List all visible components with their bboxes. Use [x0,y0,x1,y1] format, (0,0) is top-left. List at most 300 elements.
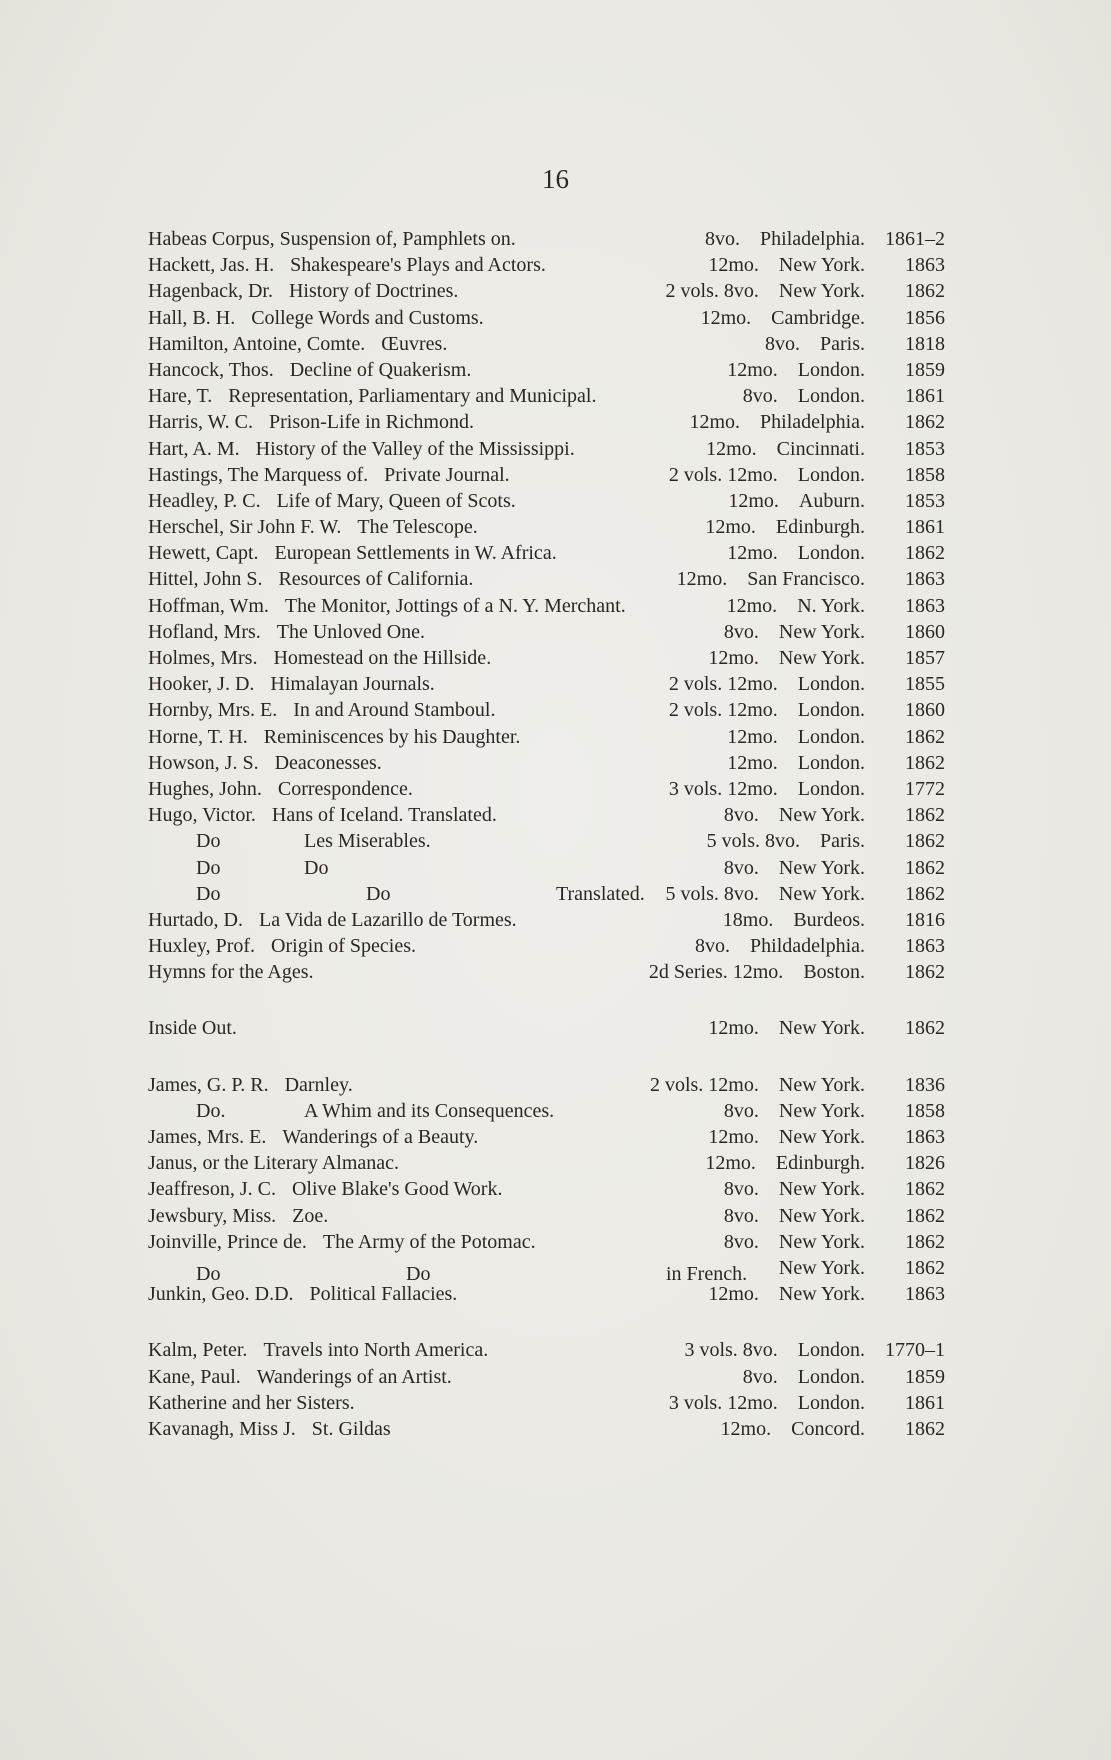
entry-title: European Settlements in W. Africa. [274,542,557,565]
entry-place: Boston. [803,961,865,984]
catalog-entry [148,804,945,830]
entry-place: New York. [778,280,865,303]
entry-year: 1862 [905,1204,945,1227]
entry-format: 2d Series. 12mo. [648,961,784,984]
entry-publication [724,804,945,827]
entry-author: James, G. P. R. [148,1073,269,1096]
entry-place: Phildadelphia. [750,935,865,958]
entry-year: 1863 [905,1283,945,1306]
entry-publication [650,1074,945,1097]
entry-description [148,411,689,434]
entry-author: Hackett, Jas. H. [148,254,275,277]
entry-publication [669,464,945,487]
entry-place: N. York. [797,594,865,617]
entry-title: In and Around Stamboul. [293,699,496,722]
entry-title: Himalayan Journals. [270,673,435,696]
catalog-entry [148,1231,945,1257]
entry-publication [765,333,945,356]
entry-description [148,542,727,565]
ditto-author: Do [196,882,221,905]
entry-format: 12mo. [705,1152,756,1175]
catalog-entry [148,1100,945,1126]
catalog-entry [148,411,945,437]
catalog-entry [148,254,945,280]
entry-description [148,1074,650,1097]
entry-format: 12mo. [708,254,759,277]
entry-place: Edinburgh. [775,516,865,539]
entry-publication [759,1257,945,1280]
entry-title: Resources of California. [278,568,474,591]
entry-author: Hornby, Mrs. E. [148,699,278,722]
catalog-entry [148,1418,945,1444]
entry-publication [727,595,945,618]
entry-format: 8vo. [723,804,759,827]
catalog-entry [148,1178,945,1204]
entry-title: Private Journal. [384,463,510,486]
entry-title: College Words and Customs. [251,306,484,329]
entry-format: 12mo. [708,1017,759,1040]
entry-publication [708,647,945,670]
entry-description [148,254,708,277]
entry-year: 1861–2 [885,228,945,250]
entry-format: 12mo. [726,594,778,617]
entry-publication [705,516,945,539]
ditto-author: Do [196,856,221,879]
entry-year: 1826 [905,1152,945,1175]
entry-place: London. [797,463,865,486]
entry-year: 1861 [905,1391,945,1414]
entry-year: 1862 [905,1230,945,1253]
entry-description [148,333,765,356]
entry-author: Herschel, Sir John F. W. [148,516,342,539]
entry-title: St. Gildas [311,1417,391,1440]
entry-author: Hare, T. [148,385,213,408]
entry-place: London. [797,358,865,381]
entry-format: 8vo. [723,1099,759,1122]
entry-publication [695,935,945,958]
entry-place: London. [797,542,865,565]
entry-title: The Monitor, Jottings of a N. Y. Merchant. [284,594,626,617]
entry-publication [677,568,945,591]
entry-year: 1863 [905,568,945,591]
entry-title: Darnley. [284,1073,353,1096]
entry-place: London. [797,1391,865,1414]
ditto-title: Do [304,856,329,879]
entry-publication [727,752,945,775]
entry-year: 1862 [905,542,945,565]
entry-title: Wanderings of an Artist. [256,1365,452,1388]
entry-author: Hymns for the Ages. [148,961,314,984]
entry-description [148,1178,724,1201]
entry-publication [727,359,945,382]
entry-format: 5 vols. 8vo. [706,830,800,853]
entry-format: 12mo. [676,568,728,591]
entry-format: 12mo. [720,1417,772,1440]
entry-publication [669,778,945,801]
catalog-list [148,228,945,1444]
entry-author: Hall, B. H. [148,306,236,329]
entry-place: Concord. [791,1417,865,1440]
entry-format: 2 vols. 12mo. [649,1073,759,1096]
catalog-entry [148,1074,945,1100]
catalog-entry [148,280,945,306]
entry-description [148,1100,724,1123]
entry-description [148,1017,708,1040]
entry-year: 1853 [905,489,945,512]
entry-place: New York. [778,1073,865,1096]
entry-year: 1858 [905,463,945,486]
entry-place: London. [797,385,865,408]
entry-publication [724,1100,945,1123]
entry-author: Hooker, J. D. [148,673,255,696]
entry-year: 1862 [905,411,945,434]
entry-author: Jewsbury, Miss. [148,1204,277,1227]
entry-year: 1860 [905,699,945,722]
entry-publication [724,621,945,644]
entry-place: New York. [778,1017,865,1040]
entry-title: Political Fallacies. [309,1283,458,1306]
ditto-title: Les Miserables. [304,830,431,853]
catalog-entry [148,726,945,752]
entry-publication [666,883,945,906]
entry-place: Paris. [820,332,865,355]
entry-year: 1862 [905,1178,945,1201]
entry-description [148,1231,724,1254]
entry-place: Cambridge. [771,306,865,329]
entry-description [148,1392,669,1415]
catalog-entry [148,621,945,647]
entry-title: The Telescope. [357,516,478,539]
entry-title: Zoe. [292,1204,329,1227]
entry-title: History of the Valley of the Mississippi. [255,437,575,460]
entry-year: 1816 [905,908,945,931]
entry-description [148,699,669,722]
entry-place: New York. [778,1178,865,1201]
entry-place: Philadelphia. [760,228,865,250]
entry-format: 12mo. [706,437,757,460]
entry-publication [669,1392,945,1415]
entry-description [148,516,705,539]
entry-description [148,935,695,958]
entry-description [148,1366,743,1389]
entry-format: 12mo. [727,725,778,748]
entry-title: Hans of Iceland. Translated. [271,804,497,827]
catalog-entry [148,228,945,254]
entry-format: 5 vols. 8vo. [665,882,759,905]
entry-format: 8vo. [723,620,759,643]
entry-publication [705,228,945,251]
entry-publication [669,673,945,696]
section-gap [148,987,945,1017]
entry-year: 1772 [905,777,945,800]
entry-format: 12mo. [727,751,778,774]
entry-publication [724,857,945,880]
catalog-entry [148,385,945,411]
catalog-entry [148,1339,945,1365]
entry-description [148,1152,705,1175]
entry-author: Hagenback, Dr. [148,280,273,303]
entry-author: Joinville, Prince de. [148,1230,307,1253]
entry-author: Katherine and her Sisters. [148,1391,355,1414]
entry-description [148,883,666,906]
entry-author: Hurtado, D. [148,908,243,931]
entry-author: Horne, T. H. [148,725,248,748]
entry-author: Hart, A. M. [148,437,240,460]
entry-author: Hugo, Victor. [148,804,256,827]
entry-description [148,1205,724,1228]
entry-author: Hofland, Mrs. [148,620,261,643]
entry-year: 1861 [905,385,945,408]
catalog-entry [148,307,945,333]
entry-publication [669,699,945,722]
catalog-entry [148,935,945,961]
entry-description [148,647,708,670]
catalog-entry [148,1257,945,1283]
entry-place: Auburn. [798,489,865,512]
entry-format: 8vo. [742,1365,778,1388]
catalog-entry [148,438,945,464]
entry-place: New York. [778,647,865,669]
entry-author: Holmes, Mrs. [148,647,258,669]
entry-year: 1859 [905,1365,945,1388]
entry-publication [706,438,945,461]
ditto-author: Do [196,830,221,853]
entry-place: Paris. [820,830,865,853]
entry-description [148,359,727,382]
entry-format: 12mo. [727,542,778,565]
entry-publication [705,1152,945,1175]
entry-title: The Army of the Potomac. [322,1230,536,1253]
catalog-entry [148,1283,945,1309]
entry-author: Junkin, Geo. D.D. [148,1283,294,1306]
catalog-entry [148,857,945,883]
catalog-entry [148,1366,945,1392]
entry-author: Habeas Corpus, Suspension of, Pamphlets on. [148,228,516,250]
catalog-entry [148,1392,945,1418]
entry-author: Hittel, John S. [148,568,263,591]
catalog-entry [148,830,945,856]
entry-publication [728,490,945,513]
catalog-entry [148,909,945,935]
entry-format: 12mo. [705,516,756,539]
entry-format: 12mo. [700,306,752,329]
catalog-entry [148,699,945,725]
entry-place: New York. [778,1230,865,1253]
catalog-entry [148,542,945,568]
entry-year: 1855 [905,673,945,696]
entry-year: 1863 [905,594,945,617]
entry-description [148,1283,708,1306]
entry-author: Huxley, Prof. [148,935,256,958]
entry-year: 1858 [905,1099,945,1122]
entry-format: 12mo. [708,1283,759,1306]
entry-author: Janus, or the Literary Almanac. [148,1152,400,1175]
entry-place: Burdeos. [793,908,865,931]
entry-title: Homestead on the Hillside. [273,647,492,669]
entry-author: Headley, P. C. [148,489,261,512]
entry-publication [743,385,945,408]
catalog-entry [148,464,945,490]
entry-format: 2 vols. 12mo. [668,699,778,722]
ditto-title: in French. [666,1262,748,1285]
entry-author: James, Mrs. E. [148,1126,267,1148]
entry-place: New York. [778,1204,865,1227]
entry-title: La Vida de Lazarillo de Tormes. [258,908,517,931]
ditto-title: Do [366,882,391,905]
entry-publication [708,1283,945,1306]
entry-place: London. [797,1339,865,1362]
entry-author: Hastings, The Marquess of. [148,463,369,486]
entry-format: 2 vols. 8vo. [665,280,759,303]
entry-year: 1836 [905,1073,945,1096]
entry-place: Cincinnati. [776,437,865,460]
entry-description [148,1126,708,1149]
entry-description [148,621,724,644]
entry-place: Edinburgh. [775,1152,865,1175]
entry-author: Hoffman, Wm. [148,594,269,617]
section-gap [148,1044,945,1074]
entry-description [148,752,727,775]
entry-publication [666,280,945,303]
catalog-entry [148,568,945,594]
entry-title: The Unloved One. [276,620,426,643]
entry-year: 1863 [905,254,945,277]
entry-year: 1862 [905,1017,945,1040]
catalog-entry [148,595,945,621]
entry-publication [689,411,945,434]
entry-description [148,307,701,330]
entry-publication [727,726,945,749]
entry-description [148,568,677,591]
entry-publication [727,542,945,565]
entry-format: 3 vols. 12mo. [668,777,778,800]
entry-publication [724,1231,945,1254]
catalog-entry [148,961,945,987]
page-number: 16 [542,164,569,194]
entry-place: New York. [778,1256,865,1279]
entry-place: London. [797,777,865,800]
entry-title: Wanderings of a Beauty. [282,1126,479,1148]
entry-title: Deaconesses. [274,751,382,774]
entry-publication [707,830,945,853]
entry-format: 8vo. [742,385,778,408]
entry-publication [708,254,945,277]
entry-description [148,1418,721,1441]
entry-author: Kavanagh, Miss J. [148,1417,296,1440]
entry-description [148,464,669,487]
entry-format: 8vo. [765,332,800,355]
entry-publication [723,909,945,932]
entry-author: Inside Out. [148,1017,237,1040]
entry-author: Howson, J. S. [148,751,259,774]
ditto-author: Do. [196,1099,226,1122]
entry-place: London. [797,673,865,696]
entry-year: 1818 [905,332,945,355]
entry-place: New York. [778,1126,865,1148]
entry-format: 18mo. [722,908,774,931]
catalog-entry [148,752,945,778]
entry-year: 1862 [905,280,945,303]
entry-year: 1862 [905,725,945,748]
entry-year: 1856 [905,306,945,329]
entry-author: Kane, Paul. [148,1365,241,1388]
entry-author: Hamilton, Antoine, Comte. [148,332,366,355]
entry-year: 1862 [905,830,945,853]
ditto-author: Do [196,1262,221,1285]
entry-description [148,490,728,513]
entry-year: 1862 [905,856,945,879]
entry-title: Correspondence. [277,777,413,800]
entry-description [148,1339,684,1362]
entry-year: 1860 [905,620,945,643]
catalog-entry [148,359,945,385]
catalog-entry [148,883,945,909]
entry-year: 1863 [905,935,945,958]
entry-place: London. [797,751,865,774]
entry-format: 8vo. [723,1204,759,1227]
entry-publication [743,1366,945,1389]
entry-publication [724,1178,945,1201]
entry-title: Life of Mary, Queen of Scots. [276,489,516,512]
entry-title: Shakespeare's Plays and Actors. [290,254,546,277]
entry-title: Œuvres. [381,332,448,355]
catalog-entry [148,647,945,673]
ditto-title: Translated. [556,882,645,905]
entry-description [148,385,743,408]
entry-description [148,909,723,932]
entry-year: 1862 [905,1256,945,1279]
entry-publication [724,1205,945,1228]
entry-format: 12mo. [708,1126,759,1148]
catalog-entry [148,490,945,516]
entry-year: 1861 [905,516,945,539]
entry-description [148,830,707,853]
entry-year: 1863 [905,1126,945,1148]
entry-title: Reminiscences by his Daughter. [263,725,521,748]
catalog-entry [148,516,945,542]
entry-year: 1862 [905,882,945,905]
entry-format: 3 vols. 12mo. [668,1391,778,1414]
entry-format: 12mo. [708,647,759,669]
entry-format: 8vo. [723,856,759,879]
entry-year: 1853 [905,437,945,460]
section-gap [148,1309,945,1339]
entry-publication [684,1339,945,1362]
entry-author: Jeaffreson, J. C. [148,1178,276,1201]
entry-description [148,857,724,880]
catalog-entry [148,1017,945,1043]
entry-format: 2 vols. 12mo. [668,463,778,486]
entry-description [148,228,705,251]
entry-title: History of Doctrines. [288,280,459,303]
entry-year: 1862 [905,804,945,827]
ditto-title: Do [406,1262,431,1285]
entry-place: New York. [778,1099,865,1122]
ditto-title: A Whim and its Consequences. [304,1099,555,1122]
catalog-entry [148,1205,945,1231]
entry-description [148,778,669,801]
entry-publication [721,1418,945,1441]
entry-title: Prison-Life in Richmond. [269,411,474,434]
entry-description [148,595,727,618]
entry-place: London. [797,725,865,748]
catalog-entry [148,333,945,359]
catalog-entry [148,673,945,699]
entry-title: Decline of Quakerism. [289,358,472,381]
entry-format: 8vo. [705,228,741,250]
entry-place: Philadelphia. [760,411,865,434]
entry-place: New York. [778,804,865,827]
